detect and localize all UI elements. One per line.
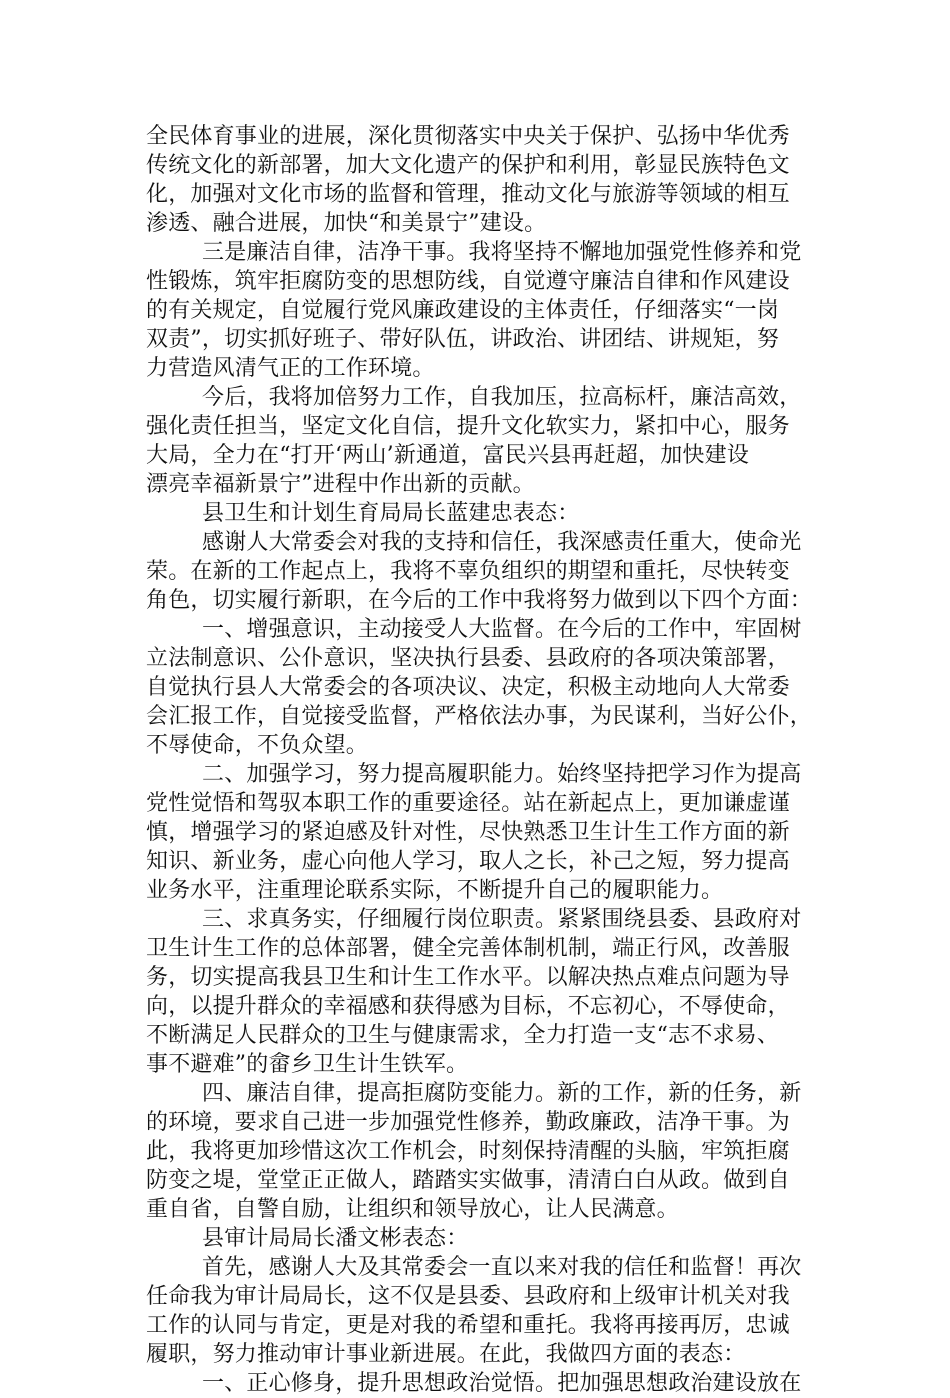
- paragraph-first-line: 今后，我将加倍努力工作，自我加压，拉高标杆，廉洁高效，: [202, 385, 802, 410]
- document-body: [146, 122, 836, 1398]
- text-line: 的环境，要求自己进一步加强党性修养，勤政廉政，洁净干事。为: [146, 1110, 790, 1135]
- text-line: 慎，增强学习的紧迫感及针对性，尽快熟悉卫生计生工作方面的新: [146, 820, 790, 845]
- text-line: 大局，全力在“打开‘两山’新通道，富民兴县再赶超，加快建设: [146, 443, 750, 468]
- paragraph-first-line: 一、正心修身，提升思想政治觉悟。把加强思想政治建设放在: [202, 1371, 802, 1396]
- text-line: 性锻炼，筑牢拒腐防变的思想防线，自觉遵守廉洁自律和作风建设: [146, 269, 790, 294]
- text-line: 的有关规定，自觉履行党风廉政建设的主体责任，仔细落实“一岗: [146, 298, 780, 323]
- text-line: 自觉执行县人大常委会的各项决议、决定，积极主动地向人大常委: [146, 675, 790, 700]
- text-line: 双责”，切实抓好班子、带好队伍，讲政治、讲团结、讲规矩，努: [146, 327, 780, 352]
- text-line: 角色，切实履行新职，在今后的工作中我将努力做到以下四个方面：: [146, 588, 813, 613]
- text-line: 传统文化的新部署，加大文化遗产的保护和利用，彰显民族特色文: [146, 153, 790, 178]
- text-line: 党性觉悟和驾驭本职工作的重要途径。站在新起点上，更加谦虚谨: [146, 791, 790, 816]
- text-line: 强化责任担当，坚定文化自信，提升文化软实力，紧扣中心，服务: [146, 414, 790, 439]
- text-line: 向，以提升群众的幸福感和获得感为目标，不忘初心，不辱使命，: [146, 994, 790, 1019]
- text-line: 荣。在新的工作起点上，我将不辜负组织的期望和重托，尽快转变: [146, 559, 790, 584]
- text-line: 全民体育事业的进展，深化贯彻落实中央关于保护、弘扬中华优秀: [146, 124, 790, 149]
- paragraph-first-line: 县卫生和计划生育局局长蓝建忠表态：: [202, 501, 580, 526]
- paragraph-first-line: 四、廉洁自律，提高拒腐防变能力。新的工作，新的任务，新: [202, 1081, 802, 1106]
- text-line: 力营造风清气正的工作环境。: [146, 356, 435, 381]
- text-line: 事不避难”的畲乡卫生计生铁军。: [146, 1052, 469, 1077]
- text-line: 不断满足人民群众的卫生与健康需求，全力打造一支“志不求易、: [146, 1023, 780, 1048]
- text-line: 重自省，自警自励，让组织和领导放心，让人民满意。: [146, 1197, 679, 1222]
- text-line: 任命我为审计局局长，这不仅是县委、县政府和上级审计机关对我: [146, 1284, 790, 1309]
- text-line: 渗透、融合进展，加快“和美景宁”建设。: [146, 211, 547, 236]
- text-line: 化，加强对文化市场的监督和管理，推动文化与旅游等领域的相互: [146, 182, 790, 207]
- text-line: 立法制意识、公仆意识，坚决执行县委、县政府的各项决策部署，: [146, 646, 790, 671]
- text-line: 务，切实提高我县卫生和计生工作水平。以解决热点难点问题为导: [146, 965, 790, 990]
- paragraph-first-line: 县审计局局长潘文彬表态：: [202, 1226, 469, 1251]
- text-line: 工作的认同与肯定，更是对我的希望和重托。我将再接再厉，忠诚: [146, 1313, 790, 1338]
- text-line: 不辱使命，不负众望。: [146, 733, 369, 758]
- text-line: 知识、新业务，虚心向他人学习，取人之长，补己之短，努力提高: [146, 849, 790, 874]
- text-line: 漂亮幸福新景宁”进程中作出新的贡献。: [146, 472, 535, 497]
- text-line: 卫生计生工作的总体部署，健全完善体制机制，端正行风，改善服: [146, 936, 790, 961]
- paragraph-first-line: 三、求真务实，仔细履行岗位职责。紧紧围绕县委、县政府对: [202, 907, 802, 932]
- text-line: 业务水平，注重理论联系实际，不断提升自己的履职能力。: [146, 878, 724, 903]
- paragraph-first-line: 三是廉洁自律，洁净干事。我将坚持不懈地加强党性修养和党: [202, 240, 802, 265]
- paragraph-first-line: 二、加强学习，努力提高履职能力。始终坚持把学习作为提高: [202, 762, 802, 787]
- text-line: 履职，努力推动审计事业新进展。在此，我做四方面的表态：: [146, 1342, 746, 1367]
- paragraph-first-line: 感谢人大常委会对我的支持和信任，我深感责任重大，使命光: [202, 530, 802, 555]
- text-line: 会汇报工作，自觉接受监督，严格依法办事，为民谋利，当好公仆，: [146, 704, 813, 729]
- text-line: 此，我将更加珍惜这次工作机会，时刻保持清醒的头脑，牢筑拒腐: [146, 1139, 790, 1164]
- paragraph-first-line: 首先，感谢人大及其常委会一直以来对我的信任和监督！再次: [202, 1255, 802, 1280]
- text-line: 防变之堤，堂堂正正做人，踏踏实实做事，清清白白从政。做到自: [146, 1168, 790, 1193]
- paragraph-first-line: 一、增强意识，主动接受人大监督。在今后的工作中，牢固树: [202, 617, 802, 642]
